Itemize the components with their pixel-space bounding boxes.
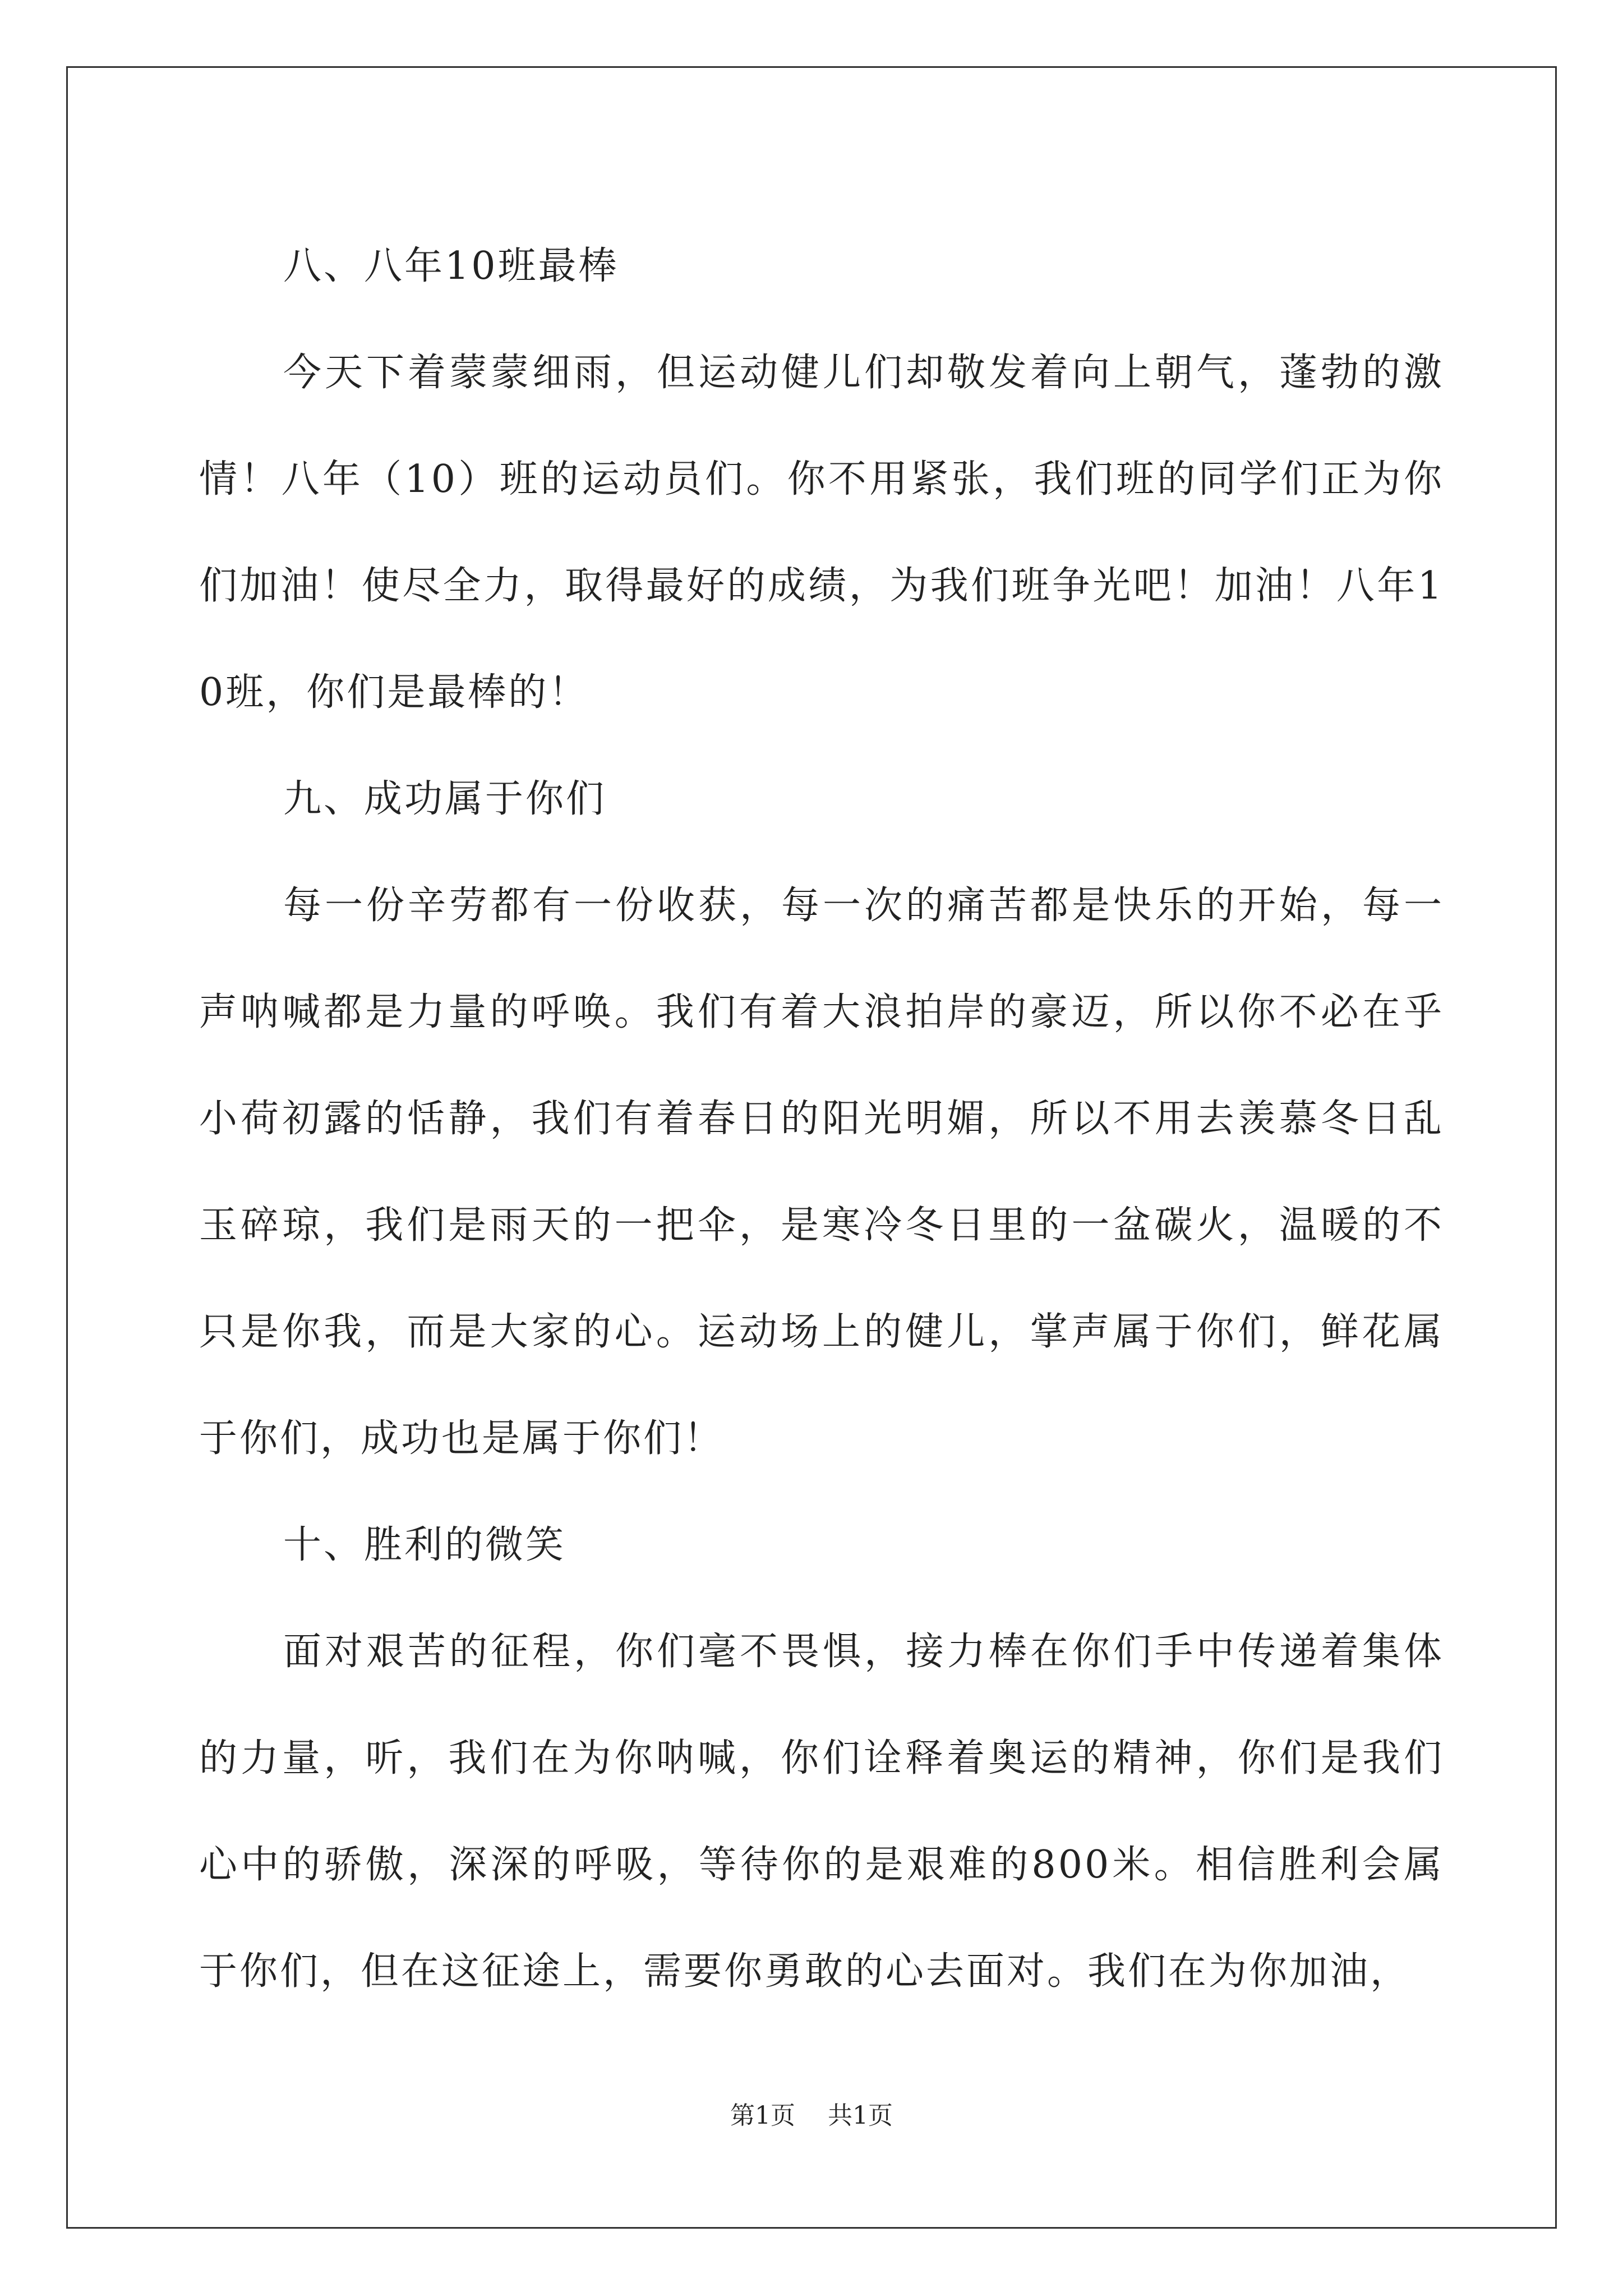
section-heading-8: 八、八年10班最棒: [283, 244, 619, 288]
page-footer: [0, 2095, 1623, 2131]
section-paragraph-9: 每一份辛劳都有一份收获，每一次的痛苦都是快乐的开始，每一声呐喊都是力量的呼唤。我们有着大浪拍岸的豪迈，所以你不必在乎小荷初露的恬静，我们有着春日的阳光明媚，所以不用去羡慕冬日乱玉碎琼，我们是雨天的一把伞，是寒冷冬日里的一盆碳火，温暖的不只是你我，而是大家的心。运动场上的健儿，掌声属于你们，鲜花属于你们，成功也是属于你们！: [199, 884, 1444, 1461]
document-body: [199, 213, 1444, 2025]
section-paragraph-10: 面对艰苦的征程，你们毫不畏惧，接力棒在你们手中传递着集体的力量，听，我们在为你呐喊，你们诠释着奥运的精神，你们是我们心中的骄傲，深深的呼吸，等待你的是艰难的800米。相信胜利会属于你们，但在这征途上，需要你勇敢的心去面对。我们在为你加油，: [199, 1630, 1444, 1994]
page-total: 共1页: [828, 2101, 893, 2130]
page-number: 第1页: [730, 2101, 795, 2130]
section-heading-9: 九、成功属于你们: [283, 777, 607, 821]
section-paragraph-8: 今天下着蒙蒙细雨，但运动健儿们却敬发着向上朝气，蓬勃的激情！八年（10）班的运动员们。你不用紧张，我们班的同学们正为你们加油！使尽全力，取得最好的成绩，为我们班争光吧！加油！八年10班，你们是最棒的！: [199, 351, 1444, 715]
section-heading-10: 十、胜利的微笑: [283, 1523, 566, 1567]
